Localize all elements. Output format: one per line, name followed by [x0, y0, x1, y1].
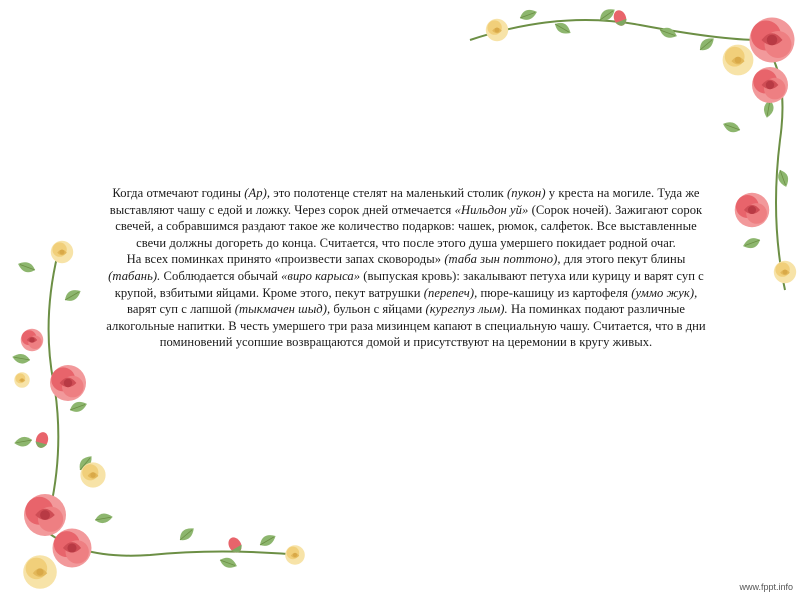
main-text — [100, 185, 712, 351]
italic-term: (тыкмачен шыд), — [234, 302, 331, 317]
text-run: (Сорок ночей). Зажигают сорок свечей, а собравшимся раздают такое же количество подарков: чашек, рюмок, салфеток. Все выставленные свечи должны догореть до конца. Считается, что после этого душа умершего покидает родной очаг. — [115, 202, 703, 250]
italic-term: «Нильдон уй» — [454, 202, 529, 217]
italic-term: (таба зын поттоно), — [444, 252, 561, 267]
text-run: у креста на могиле. Туда же выставляют чашу с едой и ложку. Через сорок дней отмечается — [109, 186, 700, 217]
italic-term: (уммо жук), — [631, 285, 698, 300]
text-run: На всех поминках принято «произвести запах сковороды» — [126, 252, 445, 267]
paragraph-1 — [100, 185, 712, 251]
italic-term: (перепеч), — [423, 285, 478, 300]
italic-term: (табань). — [108, 268, 161, 283]
italic-term: (пукон) — [507, 186, 546, 200]
italic-term: (курегпуз лым). — [425, 302, 508, 317]
text-run: бульон с яйцами — [330, 302, 426, 317]
footer-site-label: www.fppt.info — [739, 582, 793, 592]
text-run: для этого пекут блины — [560, 252, 686, 267]
text-run: пюре-кашицу из картофеля — [477, 285, 632, 300]
paragraph-2 — [100, 251, 712, 351]
text-run: варят суп с лапшой — [127, 302, 235, 317]
text-run: Когда отмечают годины — [112, 186, 245, 200]
text-run: это полотенце стелят на маленький столик — [270, 186, 508, 200]
text-run: (выпуская кровь): закалывают петуха или курицу и варят суп с крупой, взбитыми яйцами. Кроме этого, пекут ватрушки — [114, 268, 704, 300]
italic-term: «виро карыса» — [281, 268, 361, 283]
italic-term: (Ар), — [244, 186, 271, 200]
text-run: Соблюдается обычай — [160, 268, 282, 283]
text-run: На поминках подают различные алкогольные напитки. В честь умершего три раза мизинцем капают в специальную чашу. Считается, что в дни поминовений усопшие возвращаются домой и присутствуют на церемонии в кругу живых. — [106, 302, 706, 350]
